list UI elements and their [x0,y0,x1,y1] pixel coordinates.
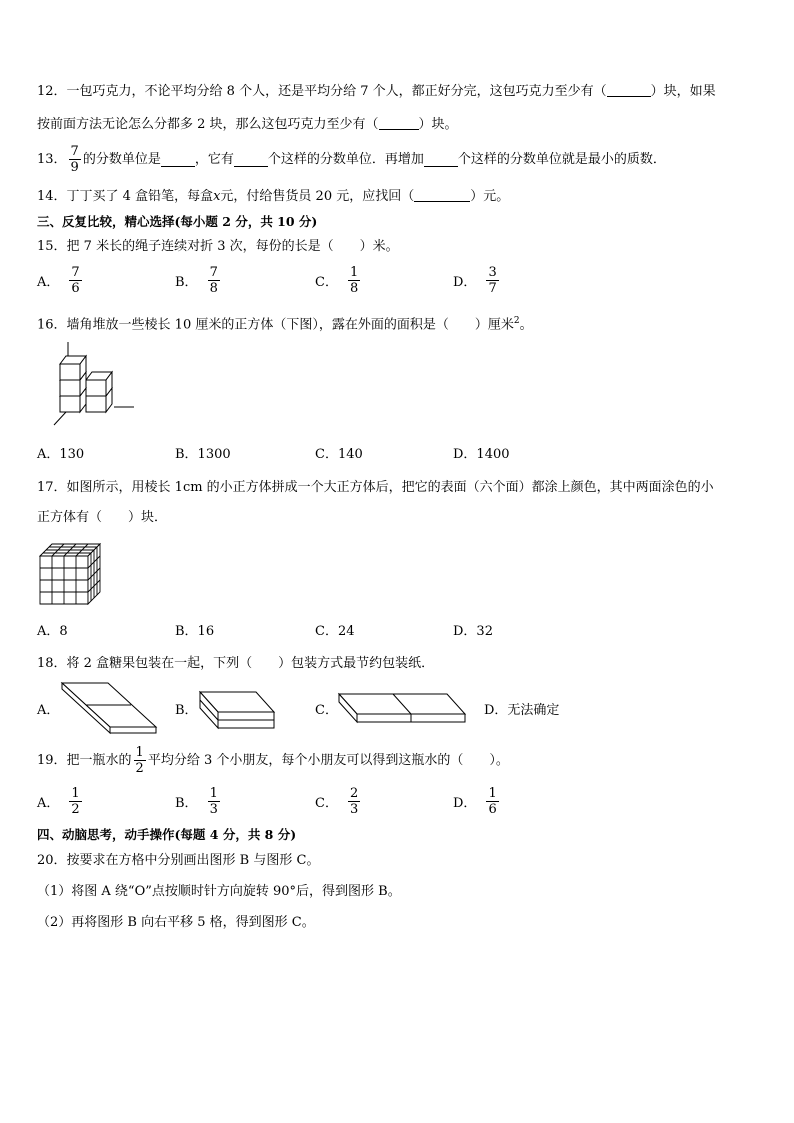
option-fraction [348,786,360,817]
fraction-numerator: 7 [71,265,80,280]
q19-text: 19．把一瓶水的 [37,752,132,768]
q19-fraction [134,745,146,776]
q17-stem-line2: 正方体有（ ）块． [37,510,168,525]
option-label: B． [175,796,198,811]
q16-option-b[interactable]: B．1300 [175,447,231,462]
q16-exponent: 2 [513,316,520,326]
fraction-denominator: 3 [209,802,218,817]
section-4-heading: 四、动脑思考，动手操作(每题 4 分，共 8 分) [37,827,297,842]
q19-option-c[interactable] [315,786,362,817]
package-b-figure [198,690,278,732]
q12-text: 按前面方法无论怎么分都多 2 块，那么这包巧克力至少有（ [37,117,379,132]
fraction-numerator: 1 [135,745,144,760]
q15-option-d[interactable] [453,265,501,296]
option-fraction [486,265,498,296]
q12-text: 12．一包巧克力，不论平均分给 8 个人，还是平均分给 7 个人，都正好分完，这包巧克力至少有（ [37,84,607,99]
big-cube-figure [40,544,104,608]
q15-stem: 15．把 7 米长的绳子连续对折 3 次，每份的长是（ ）米。 [37,239,399,254]
fraction-numerator: 1 [488,786,497,801]
option-fraction [208,265,220,296]
q17-option-c[interactable]: C．24 [315,624,355,639]
option-label: B． [175,275,198,290]
q14-answer-blank[interactable] [414,187,470,202]
q16-text: 16．墙角堆放一些棱长 10 厘米的正方体（下图），露在外面的面积是（ ）厘米 [37,317,514,333]
fraction-denominator: 3 [349,802,359,817]
option-label: D． [453,275,477,290]
option-label: A． [37,275,60,290]
fraction-denominator: 8 [349,281,359,296]
q13-fraction [69,144,81,175]
fraction-numerator: 7 [209,265,218,280]
q18-option-c-label[interactable]: C． [315,703,338,718]
q18-option-a-label[interactable]: A． [37,703,60,718]
option-fraction [69,265,81,296]
q18-option-d[interactable]: D．无法确定 [484,703,560,718]
section-3-heading: 三、反复比较，精心选择(每小题 2 分，共 10 分) [37,214,318,229]
option-label: D． [453,796,477,811]
q14-text: ）元。 [470,189,510,204]
package-a-figure [60,681,160,737]
q13-text: 个这样的分数单位就是最小的质数． [457,151,666,167]
option-fraction [208,786,220,817]
q13-line [37,144,666,175]
package-c-figure [337,692,467,728]
q13-text: 个这样的分数单位．再增加 [267,151,424,167]
q14-variable: x [213,189,221,204]
q19-stem [37,745,509,776]
q13-answer-blank-2[interactable] [234,152,268,167]
q15-option-b[interactable] [175,265,222,296]
fraction-denominator: 6 [71,281,80,296]
option-fraction [348,265,360,296]
q20-sub2: （2）再将图形 B 向右平移 5 格，得到图形 C。 [37,915,315,930]
q15-option-a[interactable] [37,265,84,296]
q12-answer-blank-1[interactable] [607,82,651,97]
option-fraction [69,786,81,817]
q17-option-b[interactable]: B．16 [175,624,215,639]
q19-option-b[interactable] [175,786,222,817]
fraction-denominator: 9 [70,160,79,175]
q12-text: ）块。 [418,117,458,132]
q13-text: ，它有 [194,151,234,167]
q12-text: ）块，如果 [650,84,716,99]
q13-number: 13． [37,151,67,167]
q14-line [37,187,509,206]
fraction-denominator: 2 [135,761,144,776]
q16-text: 。 [519,317,533,333]
q16-stem [37,312,533,334]
fraction-numerator: 7 [70,144,79,159]
fraction-numerator: 1 [349,265,359,280]
q16-option-c[interactable]: C．140 [315,447,363,462]
q20-stem: 20．按要求在方格中分别画出图形 B 与图形 C。 [37,853,320,868]
q17-stem-line1: 17．如图所示，用棱长 1cm 的小正方体拼成一个大正方体后，把它的表面（六个面）都涂上颜色，其中两面涂色的小 [37,480,714,495]
q19-text: 平均分给 3 个小朋友，每个小朋友可以得到这瓶水的（ ）。 [147,752,509,768]
q17-option-a[interactable]: A．8 [37,624,68,639]
q19-option-a[interactable] [37,786,84,817]
fraction-numerator: 1 [209,786,218,801]
q20-sub1: （1）将图 A 绕“O”点按顺时针方向旋转 90°后，得到图形 B。 [37,884,401,899]
q14-text: 元，付给售货员 20 元，应找回（ [220,189,415,204]
option-label: C． [315,796,338,811]
q19-option-d[interactable] [453,786,501,817]
q12-line2 [37,115,458,134]
q18-option-b-label[interactable]: B． [175,703,198,718]
q17-option-d[interactable]: D．32 [453,624,493,639]
fraction-denominator: 7 [488,281,497,296]
fraction-numerator: 2 [349,786,359,801]
q18-stem: 18．将 2 盒糖果包装在一起，下列（ ）包装方式最节约包装纸． [37,656,435,671]
fraction-denominator: 2 [71,802,80,817]
q13-answer-blank-3[interactable] [424,152,458,167]
fraction-numerator: 1 [71,786,80,801]
q15-option-c[interactable] [315,265,362,296]
q12-answer-blank-2[interactable] [379,115,419,130]
option-fraction [486,786,498,817]
fraction-denominator: 6 [488,802,497,817]
option-label: C． [315,275,338,290]
q16-option-d[interactable]: D．1400 [453,447,510,462]
q12-line1 [37,82,716,101]
q13-text: 的分数单位是 [82,151,161,167]
q16-option-a[interactable]: A．130 [37,447,85,462]
corner-cubes-figure [48,340,138,425]
fraction-numerator: 3 [488,265,497,280]
q14-text: 14．丁丁买了 4 盒铅笔，每盒 [37,189,214,204]
option-label: A． [37,796,60,811]
fraction-denominator: 8 [209,281,218,296]
q13-answer-blank-1[interactable] [161,152,195,167]
